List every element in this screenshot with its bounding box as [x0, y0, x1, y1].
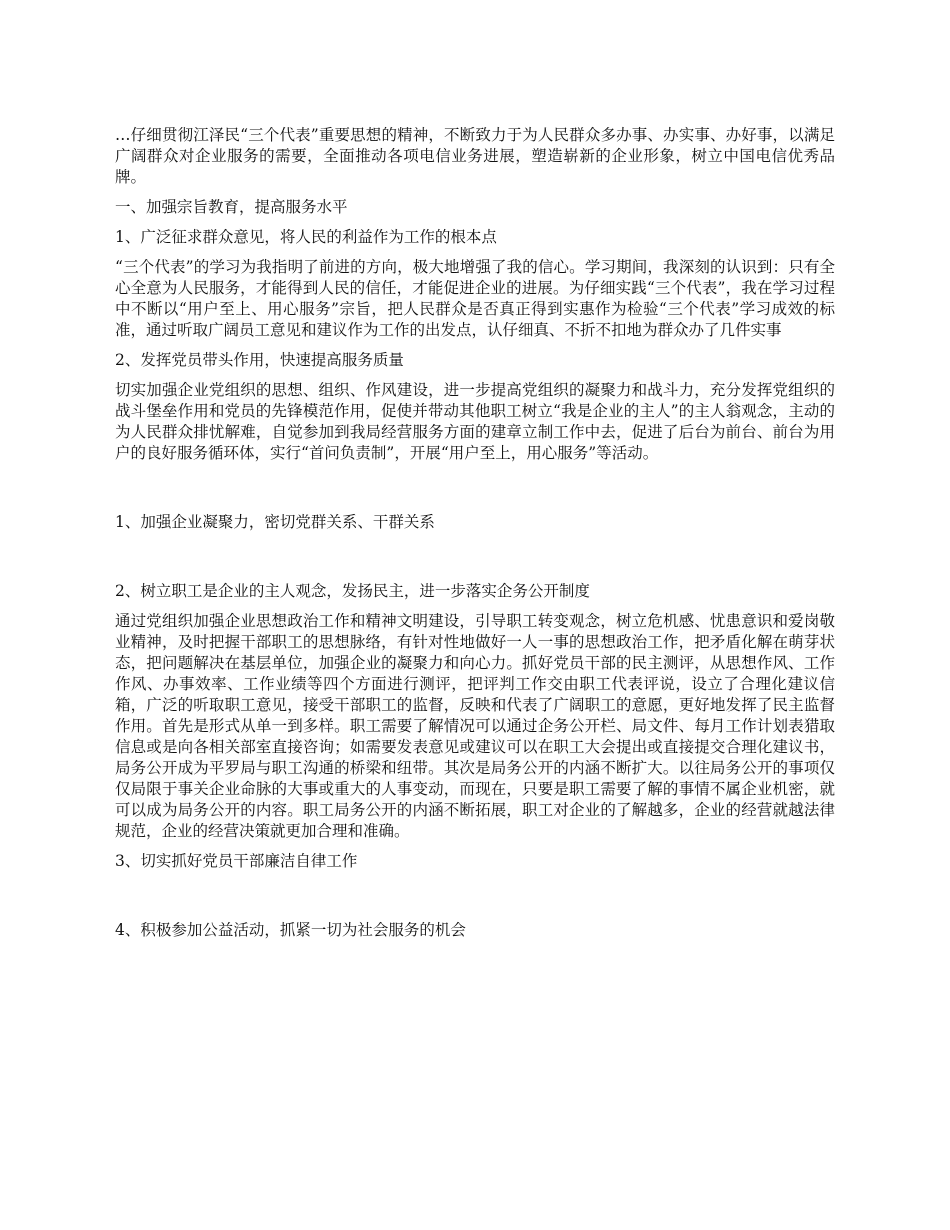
intro-paragraph: …仔细贯彻江泽民“三个代表”重要思想的精神，不断致力于为人民群众多办事、办实事、办好事，以满足广阔群众对企业服务的需要，全面推动各项电信业务进展，塑造崭新的企业形象，树立中国电信优秀品牌。 — [115, 126, 835, 186]
subheading-2-3: 3、切实抓好党员干部廉洁自律工作 — [115, 852, 358, 870]
body-paragraph-2: 切实加强企业党组织的思想、组织、作风建设，进一步提高党组织的凝聚力和战斗力，充分发挥党组织的战斗堡垒作用和党员的先锋模范作用，促使并带动其他职工树立“我是企业的主人”的主人翁观念，主动的为人民群众排忧解难，自觉参加到我局经营服务方面的建章立制工作中去，促进了后台为前台、前台为用户的良好服务循环体，实行“首问负责制”，开展“用户至上，用心服务”等活动。 — [115, 381, 835, 462]
subheading-2-2: 2、树立职工是企业的主人观念，发扬民主，进一步落实企务公开制度 — [115, 582, 590, 600]
subheading-1-1: 1、广泛征求群众意见，将人民的利益作为工作的根本点 — [115, 228, 497, 246]
subheading-2-4: 4、积极参加公益活动，抓紧一切为社会服务的机会 — [115, 921, 466, 939]
subheading-1-2: 2、发挥党员带头作用，快速提高服务质量 — [115, 351, 404, 369]
document-page — [115, 125, 835, 941]
body-paragraph-3: 通过党组织加强企业思想政治工作和精神文明建设，引导职工转变观念，树立危机感、忧患意识和爱岗敬业精神，及时把握干部职工的思想脉络，有针对性地做好一人一事的思想政治工作，把矛盾化解在萌芽状态，把问题解决在基层单位，加强企业的凝聚力和向心力。抓好党员干部的民主测评，从思想作风、工作作风、办事效率、工作业绩等四个方面进行测评，把评判工作交由职工代表评说，设立了合理化建议信箱，广泛的听取职工意见，接受干部职工的监督，反映和代表了广阔职工的意愿，更好地发挥了民主监督作用。首先是形式从单一到多样。职工需要了解情况可以通过企务公开栏、局文件、每月工作计划表猎取信息或是向各相关部室直接咨询；如需要发表意见或建议可以在职工大会提出或直接提交合理化建议书，局务公开成为平罗局与职工沟通的桥梁和纽带。其次是局务公开的内涵不断扩大。以往局务公开的事项仅仅局限于事关企业命脉的大事或重大的人事变动，而现在，只要是职工需要了解的事情不属企业机密，就可以成为局务公开的内容。职工局务公开的内涵不断拓展，职工对企业的了解越多，企业的经营就越法律规范，企业的经营决策就更加合理和准确。 — [115, 612, 835, 840]
section-heading-1: 一、加强宗旨教育，提高服务水平 — [115, 198, 348, 216]
subheading-2-1: 1、加强企业凝聚力，密切党群关系、干群关系 — [115, 513, 435, 531]
body-paragraph-1: “三个代表”的学习为我指明了前进的方向，极大地增强了我的信心。学习期间，我深刻的认识到：只有全心全意为人民服务，才能得到人民的信任，才能促进企业的进展。为仔细实践“三个代表”，我在学习过程中不断以“用户至上、用心服务”宗旨，把人民群众是否真正得到实惠作为检验“三个代表”学习成效的标准，通过听取广阔员工意见和建议作为工作的出发点，认仔细真、不折不扣地为群众办了几件实事 — [115, 258, 835, 339]
